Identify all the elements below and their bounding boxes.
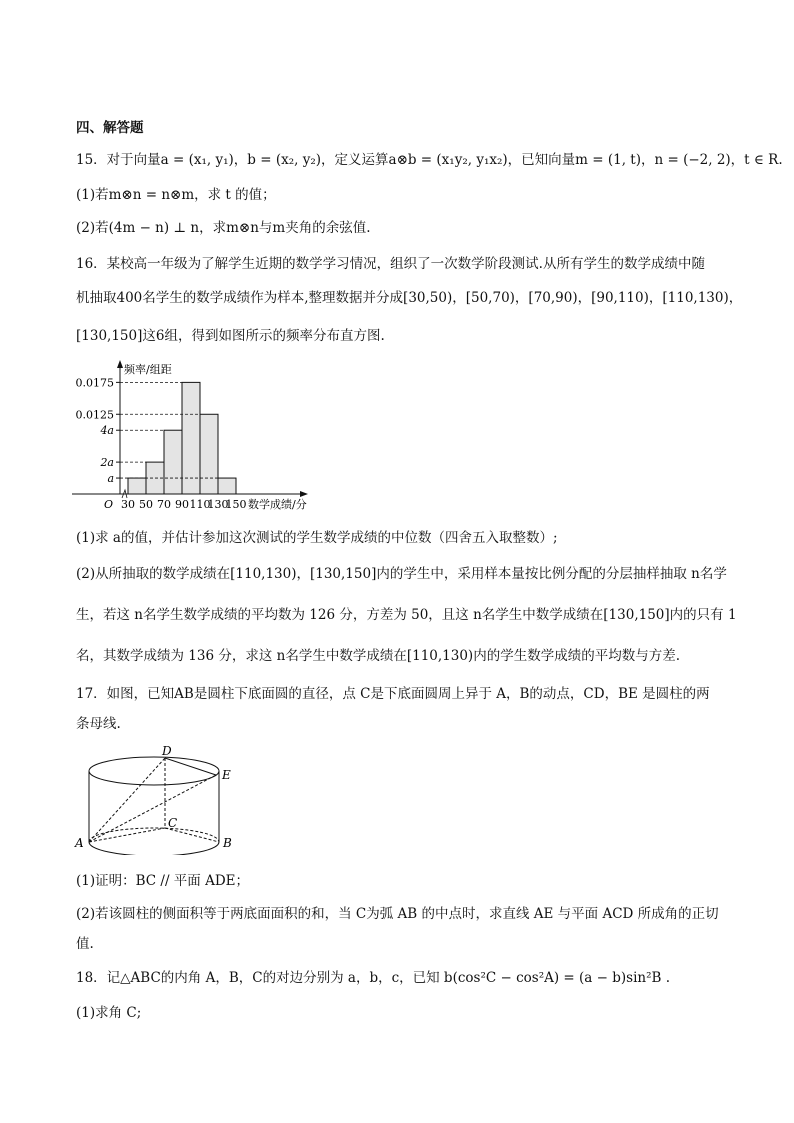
y-axis-label: 频率/组距 [124,363,172,376]
y-tick-label: 4a [100,424,114,438]
q16-part1: (1)求 a的值，并估计参加这次测试的学生数学成绩的中位数（四舍五入取整数）; [76,530,558,546]
q17-stem-line1: 17．如图，已知AB是圆柱下底面圆的直径，点 C是下底面圆周上异于 A，B的动点，CD，BE 是圆柱的两 [76,686,710,702]
origin-label: O [104,498,114,511]
histogram-bar [128,478,146,494]
segment-DE [165,758,216,775]
histogram-bar [164,430,182,494]
q16-stem-line1: 16．某校高一年级为了解学生近期的数学学习情况，组织了一次数学阶段测试.从所有学生的数学成绩中随 [76,256,705,272]
q18-stem: 18．记△ABC的内角 A，B，C的对边分别为 a，b，c，已知 b(cos²C − cos²A) = (a − b)sin²B . [76,970,671,986]
q15-part1: (1)若m⊗n = n⊗m，求 t 的值； [76,187,276,203]
y-tick-label: 0.0125 [75,408,114,422]
cylinder-figure [72,745,242,855]
histogram-bar [200,414,218,494]
y-tick-label: 2a [100,456,114,470]
y-tick-label: a [107,472,114,486]
frequency-histogram [72,360,342,515]
point-label-A: A [75,836,84,850]
q17-part2-line1: (2)若该圆柱的侧面积等于两底面面积的和，当 C为弧 AB 的中点时，求直线 AE 与平面 ACD 所成角的正切 [76,906,719,922]
x-tick-label: 150 [225,498,247,511]
x-tick-label: 50 [139,498,153,511]
q18-part1: (1)求角 C; [76,1005,142,1021]
point-label-C: C [168,816,178,830]
x-axis-arrow [300,491,308,497]
q16-stem-line2: 机抽取400名学生的数学成绩作为样本,整理数据并分成[30,50)，[50,70)，[70,90)，[90,110)，[110,130)， [76,290,743,306]
x-tick-label: 90 [175,498,189,511]
y-axis-arrow [117,360,123,368]
y-tick-label: 0.0175 [75,376,114,390]
bottom-ellipse-front [89,842,219,855]
q15-stem: 15．对于向量a = (x₁, y₁)，b = (x₂, y₂)，定义运算a⊗b = (x₁y₂, y₁x₂)，已知向量m = (1, t)，n = (−2, 2)，t ∈ R. [76,152,783,168]
point-label-E: E [222,768,231,782]
point-label-B: B [223,836,232,850]
q17-part2-line2: 值. [76,936,94,952]
q15-part2: (2)若(4m − n) ⊥ n，求m⊗n与m夹角的余弦值. [76,220,371,236]
histogram-bar [218,478,236,494]
point-label-D: D [162,745,172,758]
x-tick-label: 70 [157,498,171,511]
x-tick-label: 110 [189,498,211,511]
section-title: 四、解答题 [76,120,144,136]
q16-part2-line2: 生，若这 n名学生数学成绩的平均数为 126 分，方差为 50，且这 n名学生中数学成绩在[130,150]内的只有 1 [76,607,737,623]
x-tick-label: 30 [121,498,135,511]
x-tick-label: 130 [207,498,229,511]
q17-part1: (1)证明：BC // 平面 ADE； [76,873,250,889]
q16-part2-line3: 名，其数学成绩为 136 分，求这 n名学生中数学成绩在[110,130)内的学生数学成绩的平均数与方差. [76,648,680,664]
q16-stem-line3: [130,150]这6组，得到如图所示的频率分布直方图. [76,328,385,344]
q17-stem-line2: 条母线. [76,716,121,732]
top-ellipse [89,757,219,785]
histogram-bar [182,382,200,494]
q16-part2-line1: (2)从所抽取的数学成绩在[110,130)，[130,150]内的学生中，采用样本量按比例分配的分层抽样抽取 n名学 [76,566,727,582]
x-axis-label: 数学成绩/分 [248,498,307,511]
